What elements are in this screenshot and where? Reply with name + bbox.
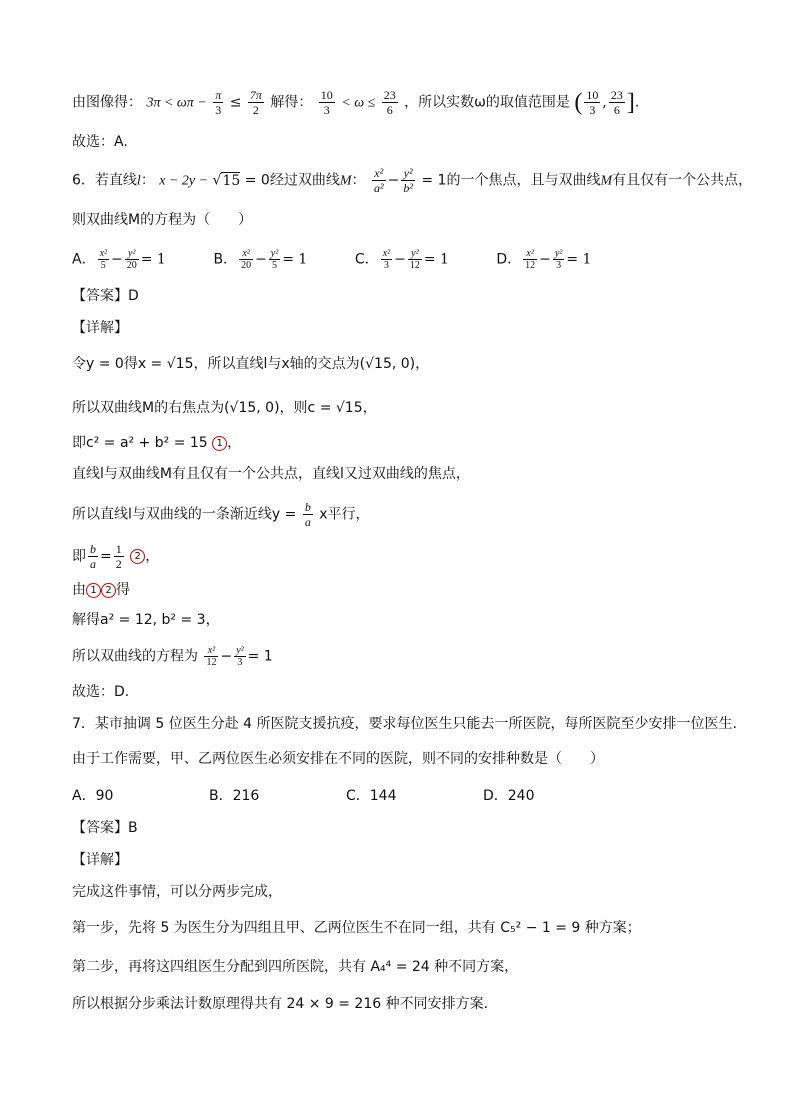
solution-step: 解得a² = 12, b² = 3， xyxy=(72,612,220,628)
numerator: x² xyxy=(99,248,108,259)
denominator: 20 xyxy=(241,260,252,271)
text: 6．若直线 xyxy=(72,172,137,189)
period: . xyxy=(634,94,640,111)
solution-step xyxy=(72,542,159,571)
solution-step: 完成这件事情，可以分两步完成， xyxy=(72,884,282,900)
numerator: x² xyxy=(239,248,253,260)
numerator: 10 xyxy=(320,88,333,102)
solution-step xyxy=(72,500,370,529)
option-b: B． $\frac{\text{x²}}{20}$ − $\frac{\text{y²}}{5}$ = 1 xyxy=(213,248,308,271)
option-a: A． $\frac{\text{x²}}{5}$ − $\frac{\text{y²}}{20}$ = 1 xyxy=(72,248,166,271)
fraction xyxy=(98,248,109,271)
denominator: 3 xyxy=(323,103,330,117)
comma: , xyxy=(602,94,607,111)
option-d: D． $\frac{\text{x²}}{12}$ − $\frac{\text{y²}}{3}$ = 1 xyxy=(496,248,592,271)
numerator: 7π xyxy=(249,88,262,102)
denominator: 12 xyxy=(206,657,217,668)
fraction xyxy=(319,88,335,117)
numerator: x² xyxy=(372,166,386,181)
fraction xyxy=(609,88,625,117)
denominator: 6 xyxy=(613,103,620,117)
question-6-detail-heading: 【详解】 xyxy=(72,320,128,336)
fraction xyxy=(408,248,422,271)
fraction xyxy=(234,645,245,668)
text: ，所以实数ω的取值范围是 xyxy=(404,94,570,111)
math: ≤ xyxy=(229,94,242,111)
option-b: B．216 xyxy=(209,788,260,804)
circled-number: 2 xyxy=(101,583,116,598)
fraction xyxy=(401,166,415,195)
option-label: B． xyxy=(213,251,238,268)
solution-step: 所以根据分步乘法计数原理得共有 24 × 9 = 216 种不同安排方案. xyxy=(72,996,489,1012)
denominator: 20 xyxy=(126,260,137,271)
fraction xyxy=(523,248,537,271)
question-7-detail-heading: 【详解】 xyxy=(72,852,128,868)
fraction xyxy=(553,248,564,271)
bracket: ( xyxy=(574,89,583,116)
denominator: 5 xyxy=(272,260,278,271)
numerator: x² xyxy=(523,248,537,260)
equals-one: = 1 xyxy=(566,251,592,268)
radicand: 15 xyxy=(222,172,241,189)
math: − xyxy=(387,172,400,189)
denominator: b² xyxy=(403,181,413,195)
question-7-options xyxy=(72,786,620,806)
solution-step: 第二步，再将这四组医生分配到四所医院，共有 A₄⁴ = 24 种不同方案， xyxy=(72,959,519,975)
question-6-options xyxy=(72,248,633,271)
numerator: y² xyxy=(125,248,139,260)
numerator: 10 xyxy=(586,88,599,102)
fraction xyxy=(269,248,280,271)
option-a: A．90 xyxy=(72,788,114,804)
option-label: C． xyxy=(354,251,379,268)
fraction xyxy=(114,542,124,571)
denominator: 5 xyxy=(100,260,106,271)
denominator: 3 xyxy=(237,657,243,668)
option-c: C． $\frac{\text{x²}}{3}$ − $\frac{\text{y²}}{12}$ = 1 xyxy=(354,248,449,271)
solution-step xyxy=(72,580,130,600)
solution-step: 所以双曲线的方程为 $\frac{\text{x²}}{12}$ − $\frac{\text{y²}}{3}$ = 1 xyxy=(72,645,273,668)
text: 即c² = a² + b² = 15 xyxy=(72,435,208,451)
solution-step: 第一步，先将 5 为医生分为四组且甲、乙两位医生不在同一组，共有 C₅² − 1 = 9 种方案； xyxy=(72,920,641,936)
equals-one: = 1 xyxy=(423,251,449,268)
numerator: x² xyxy=(382,248,391,259)
question-7-stem-line2: 由于工作需要，甲、乙两位医生必须安排在不同的医院，则不同的安排种数是（ ） xyxy=(72,751,604,767)
numerator: x² xyxy=(204,645,218,657)
numerator: y² xyxy=(270,248,279,259)
question-6-stem xyxy=(72,166,752,195)
option-label: D． xyxy=(496,251,522,268)
text: 所以直线l与双曲线的一条渐近线y = xyxy=(72,506,297,523)
text: 由 xyxy=(72,582,86,598)
numerator: y² xyxy=(408,248,422,260)
math: M xyxy=(339,173,352,189)
numerator: y² xyxy=(554,248,563,259)
equals-one: = 1 xyxy=(140,251,166,268)
math: M xyxy=(600,173,613,189)
denominator: 12 xyxy=(409,260,420,271)
denominator: a xyxy=(90,557,96,571)
equals-one: = 1 xyxy=(282,251,308,268)
text: 即 xyxy=(72,548,86,565)
denominator: 12 xyxy=(525,260,536,271)
question-6-answer: 【答案】D xyxy=(72,288,139,304)
math: 3π < ωπ − xyxy=(146,95,207,111)
solution-step xyxy=(72,433,241,453)
sqrt-symbol: √ xyxy=(212,172,222,189)
option-label: A． xyxy=(72,251,96,268)
text: ， xyxy=(227,435,242,451)
text: 有且仅有一个公共点， xyxy=(612,172,753,189)
text: ： xyxy=(140,172,155,189)
bracket: ] xyxy=(626,89,635,116)
denominator: 2 xyxy=(115,557,122,571)
text: ， xyxy=(145,548,160,565)
denominator: 2 xyxy=(252,103,259,117)
fraction xyxy=(584,88,600,117)
denominator: 3 xyxy=(215,103,222,117)
text: = xyxy=(100,548,112,565)
text: 所以双曲线的方程为 xyxy=(72,648,198,665)
denominator: 3 xyxy=(383,260,389,271)
text: ： xyxy=(351,172,366,189)
equals-one: = 1 xyxy=(247,648,273,665)
text: = 0经过双曲线 xyxy=(244,172,340,189)
text: x平行， xyxy=(319,506,370,523)
option-c: C．144 xyxy=(346,788,397,804)
fraction xyxy=(204,645,218,668)
numerator: y² xyxy=(236,645,244,656)
denominator: 6 xyxy=(386,103,393,117)
fraction xyxy=(372,166,386,195)
numerator: 1 xyxy=(115,542,122,556)
denominator: 3 xyxy=(556,260,562,271)
option-d: D．240 xyxy=(483,788,535,804)
fraction xyxy=(382,88,398,117)
fraction xyxy=(125,248,139,271)
numerator: b xyxy=(90,542,96,556)
question-6-stem-line2: 则双曲线M的方程为（ ） xyxy=(72,212,253,228)
fraction xyxy=(213,88,223,117)
numerator: b xyxy=(304,500,311,514)
math: l xyxy=(136,173,141,189)
range-conclusion-line xyxy=(72,88,639,117)
question-7-answer: 【答案】B xyxy=(72,820,138,836)
answer-choice-line: 故选：D. xyxy=(72,684,130,700)
text: 得 xyxy=(116,582,130,598)
numerator: y² xyxy=(401,166,415,181)
numerator: 23 xyxy=(383,88,396,102)
fraction xyxy=(303,500,313,529)
fraction xyxy=(248,88,264,117)
denominator: a xyxy=(304,515,311,529)
question-7-stem: 7．某市抽调 5 位医生分赴 4 所医院支援抗疫，要求每位医生只能去一所医院，每所医院至少安排一位医生. xyxy=(72,716,737,732)
circled-number: 1 xyxy=(212,436,227,451)
circled-number: 1 xyxy=(86,583,101,598)
fraction xyxy=(88,542,98,571)
denominator: a² xyxy=(373,181,384,195)
solution-step: 所以双曲线M的右焦点为(√15, 0)，则c = √15， xyxy=(72,400,377,416)
circled-number: 2 xyxy=(130,549,145,564)
numerator: 23 xyxy=(610,88,623,102)
fraction xyxy=(239,248,253,271)
solution-step: 直线l与双曲线M有且仅有一个公共点，直线l又过双曲线的焦点， xyxy=(72,466,470,482)
math: < ω ≤ xyxy=(341,95,376,111)
text: 解得： xyxy=(270,94,313,111)
denominator: 3 xyxy=(589,103,596,117)
text: 由图像得： xyxy=(72,94,142,111)
numerator: π xyxy=(215,88,222,102)
math: x − 2y − xyxy=(159,173,209,189)
fraction xyxy=(381,248,392,271)
answer-choice-line: 故选：A. xyxy=(72,134,128,150)
text: = 1的一个焦点，且与双曲线 xyxy=(421,172,601,189)
solution-step: 令y = 0得x = √15，所以直线l与x轴的交点为(√15, 0)， xyxy=(72,356,430,372)
